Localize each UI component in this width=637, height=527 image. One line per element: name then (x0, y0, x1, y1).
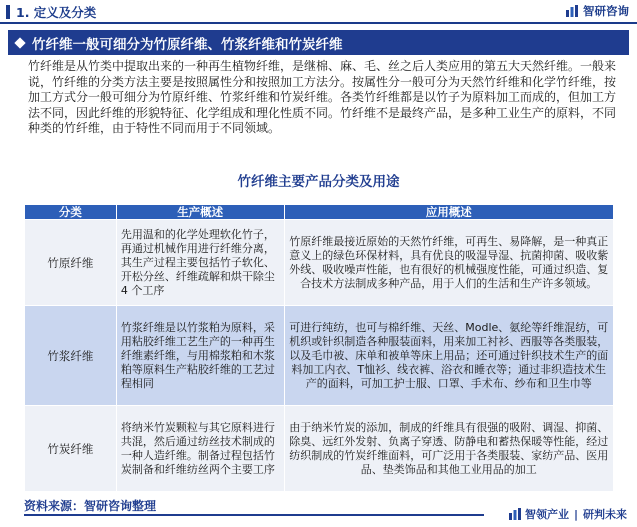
section-tag (0, 2, 106, 22)
page-title: 竹纤维一般可细分为竹原纤维、竹浆纤维和竹炭纤维 (32, 36, 343, 53)
brand-top (565, 3, 629, 19)
row-process: 竹浆纤维是以竹浆粕为原料，采用粘胶纤维工艺生产的一种再生纤维素纤维，与用棉浆粕和木浆粕等原料生产粘胶纤维的工艺过程相同 (116, 306, 284, 406)
brand-logo-icon (565, 4, 579, 18)
product-table (24, 204, 614, 492)
footer-divider (24, 514, 484, 516)
row-application: 竹原纤维最接近原始的天然竹纤维，可再生、易降解，是一种真正意义上的绿色环保材料，具有优良的吸湿导湿、抗菌抑菌、吸收紫外线、吸收噪声性能，也有很好的机械强度性能，可通过织造、复合技术方法制成多种产品，用于人们的生活和生产许多领域。 (284, 220, 613, 306)
footer-logo-icon (508, 507, 522, 521)
table-row (25, 220, 614, 306)
section-label: 1. 定义及分类 (16, 5, 97, 20)
brand-name: 智研咨询 (583, 4, 629, 18)
header-category: 分类 (25, 205, 117, 220)
row-process: 将纳米竹炭颗粒与其它原料进行共混，然后通过纺丝技术制成的一种人造纤维。制备过程包括竹炭制备和纤维纺丝两个主要工序 (116, 406, 284, 492)
footer-slogan-right: 研判未来 (583, 508, 627, 521)
row-category: 竹原纤维 (25, 220, 117, 306)
row-application: 可进行纯纺，也可与棉纤维、天丝、Modle、氨纶等纤维混纺，可机织或针织制造各种服装面料，用来加工衬衫、西服等各类服装，以及毛巾被、床单和被单等床上用品；还可通过针织技术生产的面料加工内衣、T恤衫、线衣裤、浴衣和睡衣等；通过非织造技术生产的面料，可加工护士服、口罩、手术布、纱布和卫生巾等 (284, 306, 613, 406)
row-process: 先用温和的化学处理软化竹子，再通过机械作用进行纤维分离，其生产过程主要包括竹子软化、开松分丝、纤维疏解和烘干除尘 4 个工序 (116, 220, 284, 306)
table-row (25, 406, 614, 492)
top-divider (0, 22, 637, 24)
footer-separator: | (573, 507, 578, 521)
intro-paragraph: 竹纤维是从竹类中提取出来的一种再生植物纤维，是继棉、麻、毛、丝之后人类应用的第五大天然纤维。一般来说，竹纤维的分类方法主要是按照属性分和按照加工方法分。按属性分一般可分为天然竹纤维和化学竹纤维，按加工方式分一般可细分为竹原纤维、竹浆纤维和竹炭纤维。各类竹纤维都是以竹子为原料加工而成的，但加工方法不同，因此纤维的形貌特征、化学组成和理化性质不同。竹纤维不是最终产品，是多种工业生产的原料，不同种类的竹纤维，由于特性不同而用于不同领域。 (28, 59, 617, 135)
footer-brand (508, 506, 627, 522)
table-row (25, 306, 614, 406)
source-note: 资料来源：智研咨询整理 (24, 499, 157, 513)
diamond-icon (14, 37, 25, 48)
row-category: 竹浆纤维 (25, 306, 117, 406)
header-application: 应用概述 (284, 205, 613, 220)
title-bar (8, 30, 629, 55)
table-title: 竹纤维主要产品分类及用途 (237, 174, 400, 190)
footer-slogan-left: 智领产业 (524, 508, 569, 521)
top-bar (0, 0, 637, 26)
row-category: 竹炭纤维 (25, 406, 117, 492)
table-header-row (25, 205, 614, 220)
header-process: 生产概述 (116, 205, 284, 220)
row-application: 由于纳米竹炭的添加，制成的纤维具有很强的吸附、调湿、抑菌、除臭、远红外发射、负离子穿透、防静电和蓄热保暖等性能，经过纺织制成的竹炭纤维面料，可广泛用于各类服装、家纺产品、医用品、垫类饰品和其他工业用品的加工 (284, 406, 613, 492)
section-marker (6, 5, 10, 19)
